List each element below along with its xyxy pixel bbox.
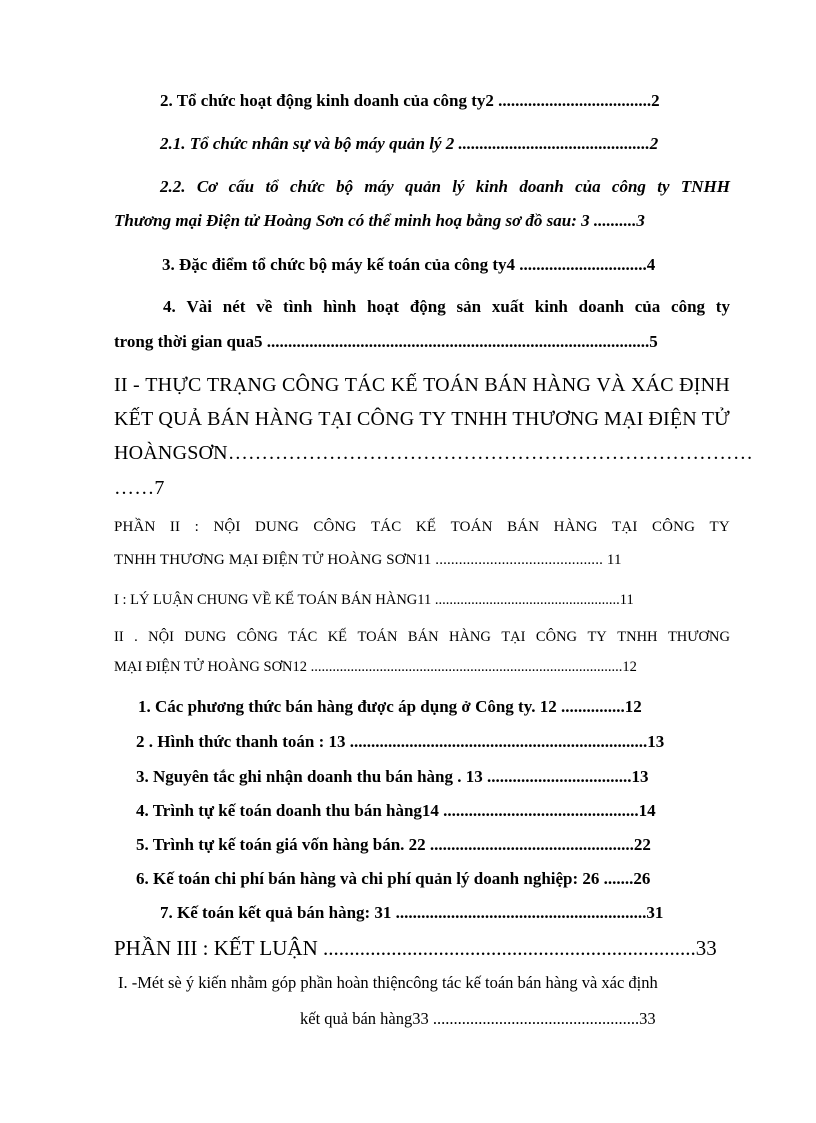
toc-word: Cơ — [196, 177, 218, 196]
toc-word: II — [114, 374, 128, 396]
toc-word: CÔNG — [282, 374, 340, 396]
toc-word: xuất — [491, 297, 524, 316]
toc-word: sản — [456, 297, 482, 316]
toc-word: BÁN — [207, 408, 250, 430]
toc-word: BÁN — [407, 629, 439, 645]
toc-word: tổ — [265, 177, 279, 196]
toc-entry-2-1[interactable]: 2.1. Tổ chức nhân sự và bộ máy quản lý 2 .............................................2 — [160, 134, 659, 153]
toc-word: NỘI — [148, 629, 174, 645]
toc-entry-ii-2[interactable]: 2 . Hình thức thanh toán : 13 ......................................................................13 — [136, 732, 665, 751]
toc-word: hoạt — [366, 297, 400, 316]
toc-word: TNHH — [680, 177, 730, 196]
toc-word: 4. — [163, 297, 176, 316]
toc-word: XÁC — [630, 374, 674, 396]
toc-word: TỬ — [701, 408, 730, 430]
toc-word: THỰC — [145, 374, 202, 396]
toc-word: KẾ — [327, 629, 348, 645]
toc-word: HÀNG — [448, 629, 491, 645]
toc-word: DUNG — [255, 519, 299, 535]
toc-word: TẠI — [318, 408, 353, 430]
toc-word: VÀ — [596, 374, 626, 396]
toc-part-iii[interactable]: PHẦN III : KẾT LUẬN .......................................................................33 — [114, 936, 717, 960]
toc-entry-ii-4[interactable]: 4. Trình tự kế toán doanh thu bán hàng14 ..............................................14 — [136, 801, 656, 820]
toc-entry-ii-7[interactable]: 7. Kế toán kết quả bán hàng: 31 ...........................................................31 — [160, 903, 664, 922]
toc-word: chức — [290, 177, 325, 196]
toc-word: Vài — [186, 297, 213, 316]
toc-word: QUẢ — [158, 408, 203, 430]
toc-word: KẾT — [114, 408, 154, 430]
toc-word: TÁC — [370, 519, 402, 535]
toc-word: ĐỊNH — [679, 374, 730, 396]
toc-word: ty — [715, 297, 730, 316]
toc-entry-ii-6[interactable]: 6. Kế toán chi phí bán hàng và chi phí quản lý doanh nghiệp: 26 .......26 — [136, 869, 651, 888]
toc-word: TY — [419, 408, 447, 430]
toc-word: THƯƠNG — [512, 408, 600, 430]
toc-entry-2-2-line2[interactable]: Thương mại Điện tử Hoàng Sơn có thể minh hoạ bằng sơ đồ sau: 3 ..........3 — [114, 211, 645, 230]
toc-word: PHẦN — [114, 519, 156, 535]
toc-entry-ii-5[interactable]: 5. Trình tự kế toán giá vốn hàng bán. 22 ................................................22 — [136, 835, 651, 854]
toc-entry-2-2-line1[interactable] — [160, 178, 730, 195]
toc-word: II — [169, 519, 181, 535]
toc-word: TY — [587, 629, 607, 645]
toc-word: kinh — [475, 177, 509, 196]
toc-word: doanh — [578, 297, 624, 316]
toc-entry-3[interactable]: 3. Đặc điểm tổ chức bộ máy kế toán của công ty4 ..............................4 — [162, 255, 656, 274]
toc-word: cấu — [228, 177, 255, 196]
toc-word: THƯƠNG — [667, 629, 730, 645]
toc-word: công — [671, 297, 706, 316]
toc-word: TY — [709, 519, 730, 535]
toc-part-iii-i-line1[interactable]: I. -Mét sè ý kiến nhằm góp phần hoàn thiệncông tác kế toán bán hàng và xác định — [118, 973, 658, 992]
toc-word: HÀNG — [553, 519, 598, 535]
toc-word: ty — [657, 177, 670, 196]
toc-section-ii-line2[interactable] — [114, 409, 730, 429]
toc-word: TOÁN — [357, 629, 398, 645]
toc-word: ĐIỆN — [648, 408, 697, 430]
toc-word: MẠI — [603, 408, 644, 430]
toc-word: hình — [323, 297, 357, 316]
toc-word: tình — [283, 297, 313, 316]
toc-part-ii-line1[interactable] — [114, 520, 730, 535]
toc-word: : — [194, 519, 199, 535]
toc-section-ii-line1[interactable] — [114, 375, 730, 395]
toc-section-ii-line3[interactable]: HOÀNGSƠN…………………………………………………………………… — [114, 442, 754, 464]
toc-word: máy — [364, 177, 394, 196]
toc-part-ii-section-ii-line1[interactable] — [114, 630, 730, 645]
toc-word: KẾ — [415, 519, 437, 535]
toc-word: KẾ — [390, 374, 418, 396]
toc-entry-ii-3[interactable]: 3. Nguyên tắc ghi nhận doanh thu bán hàng . 13 ..................................13 — [136, 767, 649, 786]
toc-word: TNHH — [451, 408, 508, 430]
toc-word: HÀNG — [254, 408, 314, 430]
toc-word: công — [611, 177, 646, 196]
toc-word: TRẠNG — [206, 374, 277, 396]
toc-word: CÔNG — [535, 629, 578, 645]
toc-word: . — [134, 629, 138, 645]
toc-word: BÁN — [507, 519, 540, 535]
toc-word: quản — [405, 177, 441, 196]
toc-word: động — [409, 297, 446, 316]
toc-word: CÔNG — [313, 519, 357, 535]
toc-word: II — [114, 629, 124, 645]
toc-entry-4-line2[interactable]: trong thời gian qua5 ..........................................................................................5 — [114, 332, 658, 351]
toc-word: DUNG — [184, 629, 227, 645]
toc-part-ii-section-i[interactable]: I : LÝ LUẬN CHUNG VỀ KẾ TOÁN BÁN HÀNG11 ...................................................11 — [114, 592, 634, 608]
toc-word: TNHH — [617, 629, 658, 645]
toc-word: TẠI — [612, 519, 638, 535]
toc-entry-4-line1[interactable] — [163, 298, 730, 315]
toc-part-ii-section-ii-line2[interactable]: MẠI ĐIỆN TỬ HOÀNG SƠN12 ......................................................................................12 — [114, 659, 637, 675]
toc-word: lý — [452, 177, 465, 196]
toc-word: TOÁN — [450, 519, 493, 535]
toc-word: BÁN — [484, 374, 528, 396]
toc-word: 2.2. — [160, 177, 186, 196]
toc-word: CÔNG — [651, 519, 696, 535]
toc-word: doanh — [519, 177, 564, 196]
toc-word: bộ — [336, 177, 354, 196]
toc-word: HÀNG — [532, 374, 592, 396]
toc-word: TÁC — [288, 629, 318, 645]
toc-word: của — [634, 297, 661, 316]
toc-word: về — [256, 297, 273, 316]
toc-word: TẠI — [501, 629, 526, 645]
toc-word: CÔNG — [356, 408, 415, 430]
toc-word: CÔNG — [236, 629, 278, 645]
toc-word: - — [133, 374, 140, 396]
toc-word: TÁC — [344, 374, 386, 396]
toc-word: NỘI — [213, 519, 241, 535]
toc-entry-2[interactable]: 2. Tổ chức hoạt động kinh doanh của công ty2 ....................................2 — [160, 91, 660, 110]
toc-word: nét — [222, 297, 246, 316]
toc-entry-ii-1[interactable]: 1. Các phương thức bán hàng được áp dụng ở Công ty. 12 ...............12 — [138, 697, 642, 716]
toc-part-iii-i-line2[interactable]: kết quả bán hàng33 ..................................................33 — [300, 1009, 656, 1028]
toc-word: TOÁN — [423, 374, 480, 396]
toc-word: kinh — [534, 297, 568, 316]
toc-section-ii-line4[interactable]: ……7 — [114, 477, 165, 499]
toc-word: của — [575, 177, 601, 196]
toc-part-ii-line2[interactable]: TNHH THƯƠNG MẠI ĐIỆN TỬ HOÀNG SƠN11 ........................................... 11 — [114, 552, 622, 568]
